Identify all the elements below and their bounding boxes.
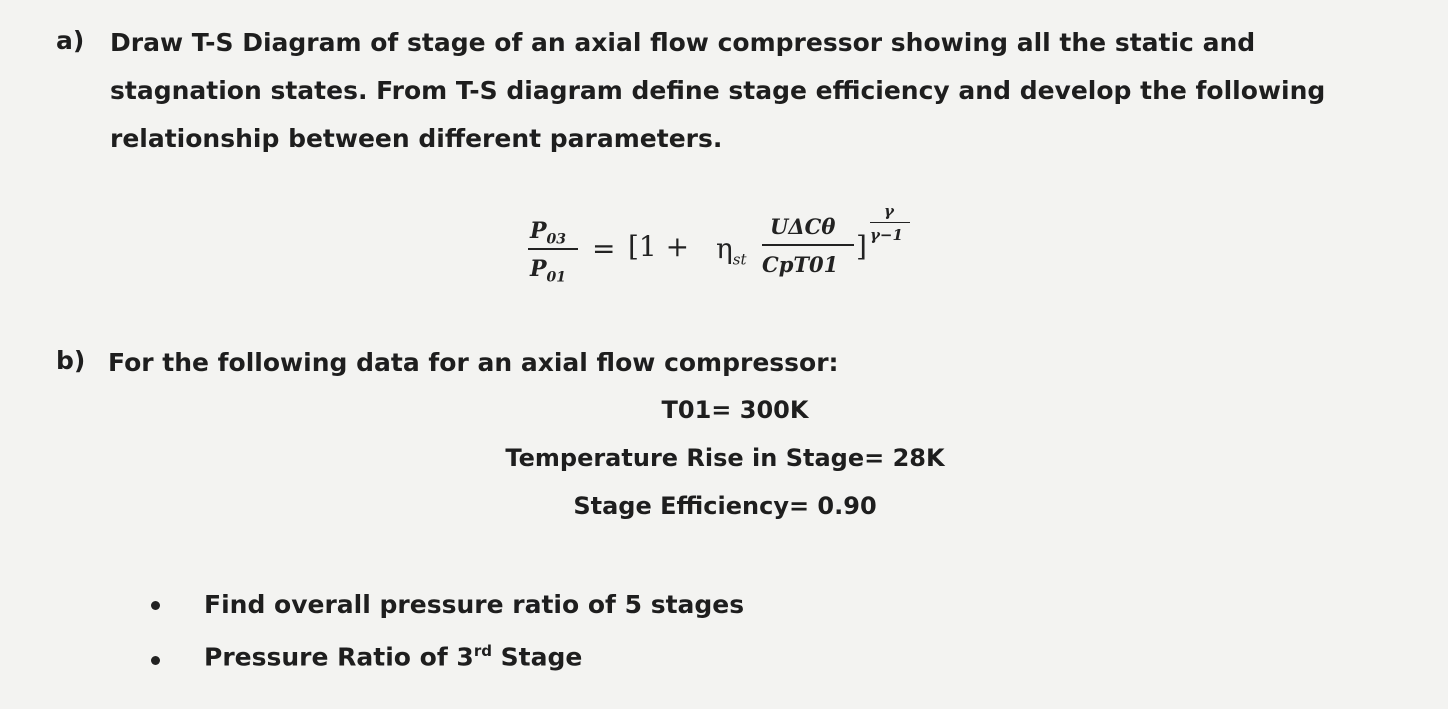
equals-sign: = xyxy=(592,232,616,265)
open-bracket-term: [1 + xyxy=(628,230,690,263)
lhs-numerator: $P_{03}$ xyxy=(530,218,567,248)
lhs-fraction-bar xyxy=(528,248,578,250)
exponent-bar xyxy=(870,222,910,223)
exponent-numerator: γ xyxy=(884,202,894,220)
data-temperature-rise: Temperature Rise in Stage= 28K xyxy=(505,444,945,472)
eta-symbol: $\eta_{st}$ xyxy=(716,232,747,269)
rhs-fraction-bar xyxy=(762,244,854,246)
pressure-ratio-formula xyxy=(520,200,940,300)
data-stage-efficiency: Stage Efficiency= 0.90 xyxy=(573,492,877,520)
part-b-intro: For the following data for an axial flow compressor: xyxy=(108,348,839,377)
exponent-denominator: γ−1 xyxy=(870,226,903,244)
part-a-line-3: relationship between different parameters. xyxy=(110,124,723,153)
lhs-denominator: $P_{01}$ xyxy=(530,256,567,286)
part-a-line-1: Draw T-S Diagram of stage of an axial flow compressor showing all the static and xyxy=(110,28,1256,57)
rhs-numerator: UΔCθ xyxy=(770,214,836,239)
bullet-third-stage-ratio: Pressure Ratio of 3rd Stage xyxy=(204,642,583,672)
part-b-label: b) xyxy=(56,346,86,375)
close-bracket: ] xyxy=(856,230,867,263)
bullet-dot xyxy=(151,601,160,610)
part-a-label: a) xyxy=(56,26,85,55)
bullet-overall-pressure-ratio: Find overall pressure ratio of 5 stages xyxy=(204,590,745,619)
rhs-denominator: CpT01 xyxy=(762,252,839,277)
part-a-line-2: stagnation states. From T-S diagram define stage efficiency and develop the following xyxy=(110,76,1326,105)
data-t01: T01= 300K xyxy=(661,396,809,424)
bullet-dot xyxy=(151,656,160,665)
